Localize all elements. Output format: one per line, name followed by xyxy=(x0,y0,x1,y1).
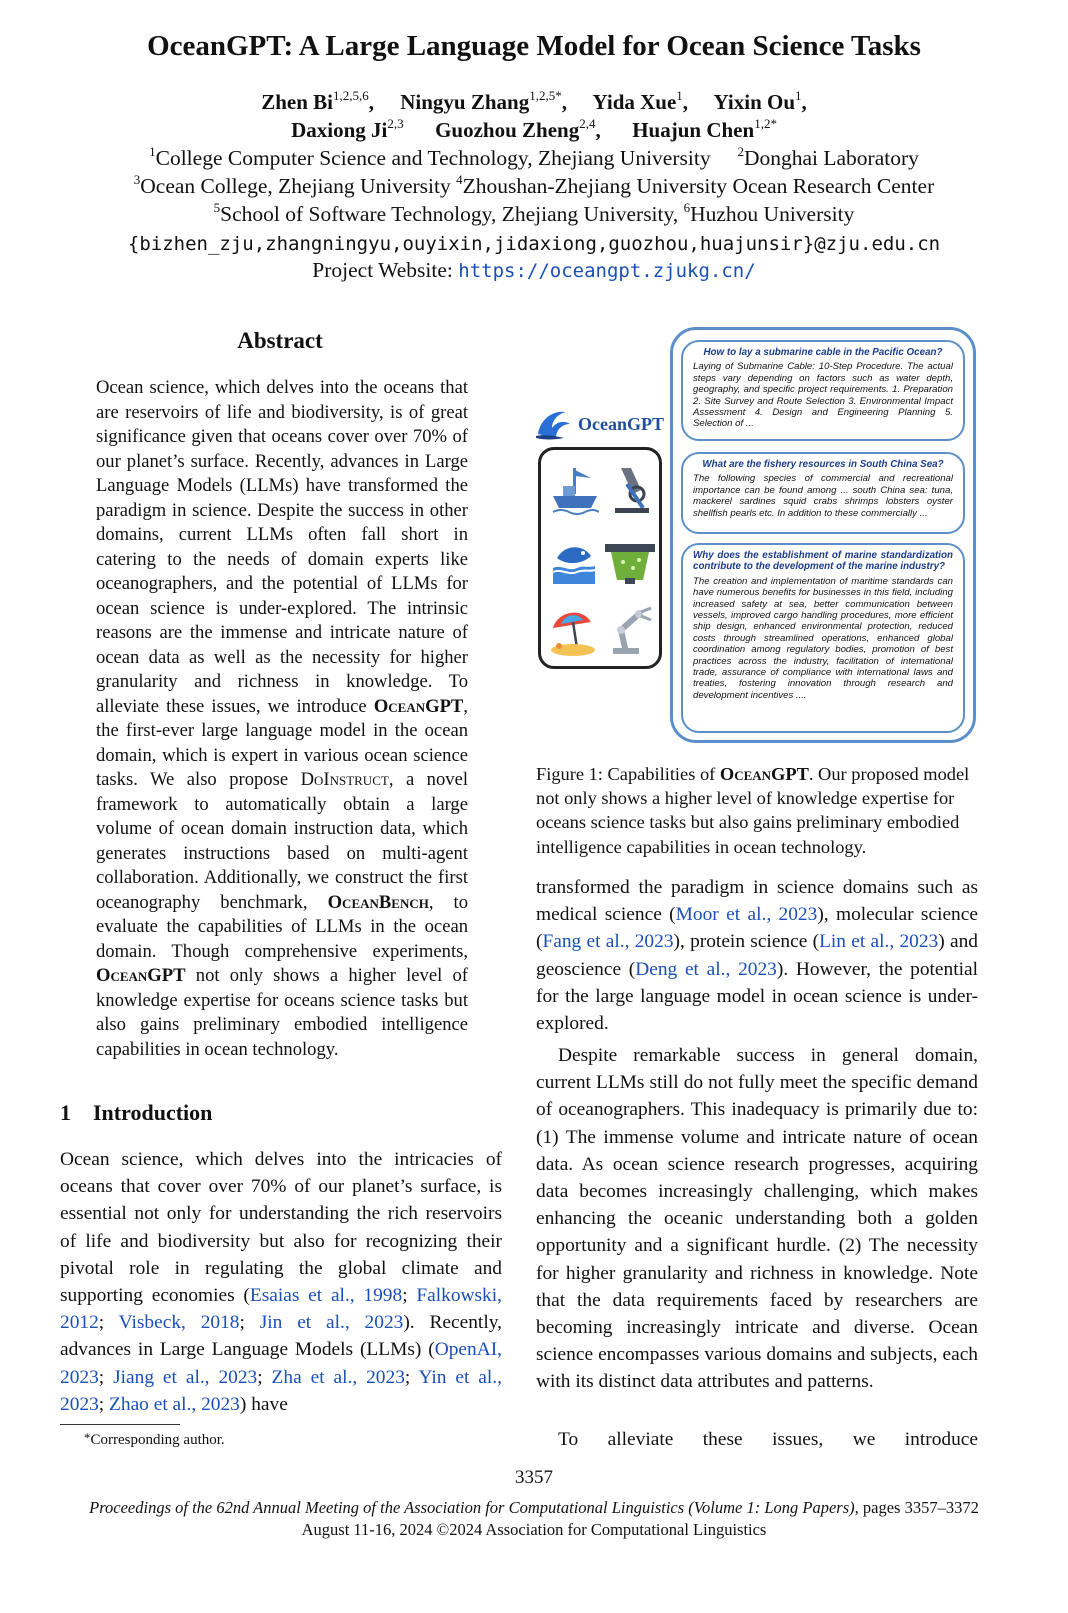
affiliation-line-1: $^1$College Computer Science and Technology, Zhejiang University $^2$Donghai Laboratory xyxy=(149,144,919,170)
qa-answer: Laying of Submarine Cable: 10-Step Procedure. The actual steps vary depending on factors such as water depth, geography, and specific project requirements. 1. Preparation 2. Site Survey and Route Selection 3. Environmental Impact Assessment 4. Design and Engineering Planning 5. Selection of ... xyxy=(693,361,953,430)
citation-link[interactable]: OpenAI, 2023 xyxy=(60,1339,502,1388)
citation-link[interactable]: Lin et al., 2023 xyxy=(819,931,939,953)
affiliation-line-3: $^5$School of Software Technology, Zhejiang University, $^6$Huzhou University xyxy=(213,200,855,226)
framework-name: DoInstruct xyxy=(300,769,389,790)
benchmark-name: OceanBench xyxy=(327,891,429,913)
proceedings-footer xyxy=(0,1497,1068,1541)
aquaculture-tank-icon xyxy=(603,540,657,586)
qa-card xyxy=(681,452,965,534)
citation-link[interactable]: Jiang et al., 2023 xyxy=(113,1366,258,1388)
website-link[interactable]: https://oceangpt.zjukg.cn/ xyxy=(458,260,756,282)
author-line-1 xyxy=(0,90,1068,115)
citation-link[interactable]: Moor et al., 2023 xyxy=(675,904,818,926)
microscope-icon xyxy=(607,464,655,516)
capability-icons-panel xyxy=(538,447,662,669)
qa-card xyxy=(681,543,965,733)
beach-umbrella-icon xyxy=(547,604,599,658)
qa-answer: The creation and implementation of maritime standards can have numerous benefits for businesses in this field, including increased safety at sea, better communication between vessels, improved cargo handling procedures, more efficient ship design, enhanced environmental protection, reduced costs through streamlined operations, enhanced global coordination among regulatory bodies, promotion of best practices across the industry, facilitation of international trade, assurance of compliance with international laws and treaties, fostering innovation through research and development incentives .... xyxy=(693,575,953,701)
intro-paragraph: Ocean science, which delves into the intricacies of oceans that cover over 70% of our planet’s surface, is essential not only for understanding the rich reservoirs of life and biodiversity but also for recognizing their pivotal role in regulating the global climate and supporting economies (Esaias et al., 1998; Falkowski, 2012; Visbeck, 2018; Jin et al., 2023). Recently, advances in Large Language Models (LLMs) (OpenAI, 2023; Jiang et al., 2023; Zha et al., 2023; Yin et al., 2023; Zhao et al., 2023) have xyxy=(60,1149,502,1415)
citation-link[interactable]: Deng et al., 2023 xyxy=(635,958,777,980)
citation-link[interactable]: Yin et al., 2023 xyxy=(60,1366,502,1415)
model-name: OceanGPT xyxy=(96,965,186,986)
wave-logo-icon xyxy=(534,404,578,444)
paper-title: OceanGPT: A Large Language Model for Ocean Science Tasks xyxy=(147,30,921,62)
citation-link[interactable]: Esaias et al., 1998 xyxy=(249,1285,403,1307)
ship-crane-icon xyxy=(551,464,599,516)
abstract-heading: Abstract xyxy=(237,328,323,353)
author: Guozhou Zheng$^{2,4}$, xyxy=(435,116,601,142)
right-column-paragraph-2: Despite remarkable success in general domain, current LLMs still do not fully meet the specific demand of oceanographers. This inadequacy is primarily due to: (1) The immense volume and intricate nature of ocean data. As ocean science research progresses, acquiring data becomes increasingly challenging, which makes enhancing the oceanic understanding both a golden opportunity and a significant hurdle. (2) The necessity for higher granularity and richness in knowledge. Note that the data requirements faced by researchers are becoming increasingly intricate and diverse. Ocean science encompasses various domains and subjects, each with its distinct data attributes and patterns. xyxy=(536,1045,978,1393)
qa-question: How to lay a submarine cable in the Pacific Ocean? xyxy=(703,347,943,358)
author-emails: {bizhen_zju,zhangningyu,ouyixin,jidaxiong,guozhou,huajunsir}@zju.edu.cn xyxy=(127,233,941,255)
author: Ningyu Zhang$^{1,2,5*}$, xyxy=(400,88,567,114)
citation-link[interactable]: Fang et al., 2023 xyxy=(542,931,674,953)
affiliation-line-2: $^3$Ocean College, Zhejiang University $^4$Zhoushan-Zhejiang University Ocean Research Center xyxy=(133,172,935,198)
logo-text: OceanGPT xyxy=(578,414,664,434)
citation-link[interactable]: Zha et al., 2023 xyxy=(271,1366,405,1388)
qa-question: What are the fishery resources in South China Sea? xyxy=(702,459,944,470)
qa-answer: The following species of commercial and recreational importance can be found among ... south China sea: tuna, mackerel sardines squid crabs shrimps lobsters oyster shellfish pearls etc. In addition to these commercially ... xyxy=(693,473,953,519)
author: Zhen Bi$^{1,2,5,6}$, xyxy=(261,88,374,114)
footnote: *Corresponding author. xyxy=(84,1430,225,1448)
author: Huajun Chen$^{1,2*}$ xyxy=(632,116,777,142)
project-website: Project Website: https://oceangpt.zjukg.cn/ xyxy=(312,258,756,282)
author: Daxiong Ji$^{2,3}$ xyxy=(291,116,404,142)
proceedings-line-1: Proceedings of the 62nd Annual Meeting of the Association for Computational Linguistics (Volume 1: Long Papers), pages 3357–3372 xyxy=(89,1498,979,1517)
abstract-body: Ocean science, which delves into the oceans that are reservoirs of life and biodiversity, is of great significance given that oceans cover over 70% of our planet’s surface. Recently, advances in Large Language Models (LLMs) have transformed the paradigm in science. Despite the success in other domains, current LLMs often fall short in catering to the needs of domain experts like oceanographers, and the potential of LLMs for ocean science is under-explored. The intrinsic reasons are the immense and intricate nature of ocean data as well as the necessity for higher granularity and richness in knowledge. To alleviate these issues, we introduce OceanGPT, the first-ever large language model in the ocean domain, which is expert in various ocean science tasks. We also propose DoInstruct, a novel framework to automatically obtain a large volume of ocean domain instruction data, which generates instructions based on multi-agent collaboration. Additionally, we construct the first oceanography benchmark, OceanBench, to evaluate the capabilities of LLMs in the ocean domain. Though comprehensive experiments, OceanGPT not only shows a higher level of knowledge expertise for oceans science tasks but also gains preliminary embodied intelligence capabilities in ocean technology. xyxy=(96,377,469,1060)
fish-wave-icon xyxy=(549,538,599,588)
citation-link[interactable]: Falkowski, 2012 xyxy=(60,1285,502,1334)
proceedings-line-2: August 11-16, 2024 ©2024 Association for Computational Linguistics xyxy=(301,1520,767,1539)
right-column-paragraph-1: transformed the paradigm in science domains such as medical science (Moor et al., 2023), molecular science (Fang et al., 2023), protein science (Lin et al., 2023) and geoscience (Deng et al., 2023). However, the potential for the large language model in ocean science is under-explored. xyxy=(536,877,978,1035)
section-heading-introduction: 1 Introduction xyxy=(60,1100,213,1125)
model-name: OceanGPT xyxy=(373,695,464,717)
author: Yida Xue$^1$, xyxy=(592,88,689,114)
citation-link[interactable]: Zhao et al., 2023 xyxy=(109,1393,240,1415)
page-number: 3357 xyxy=(515,1467,553,1488)
author-line-2 xyxy=(0,118,1068,143)
citation-link[interactable]: Jin et al., 2023 xyxy=(259,1312,404,1334)
footnote-rule xyxy=(60,1424,180,1425)
citation-link[interactable]: Visbeck, 2018 xyxy=(118,1312,240,1334)
robot-arm-icon xyxy=(605,604,657,658)
qa-question: Why does the establishment of marine standardization contribute to the development of the marine industry? xyxy=(693,550,953,573)
qa-card xyxy=(681,340,965,441)
figure-caption: Figure 1: Capabilities of OceanGPT. Our proposed model not only shows a higher level of knowledge expertise for oceans science tasks but also gains preliminary embodied intelligence capabilities in ocean technology. xyxy=(536,764,970,857)
right-column-paragraph-3: To alleviate these issues, we introduce xyxy=(558,1429,978,1450)
author: Yixin Ou$^1$, xyxy=(713,88,807,114)
